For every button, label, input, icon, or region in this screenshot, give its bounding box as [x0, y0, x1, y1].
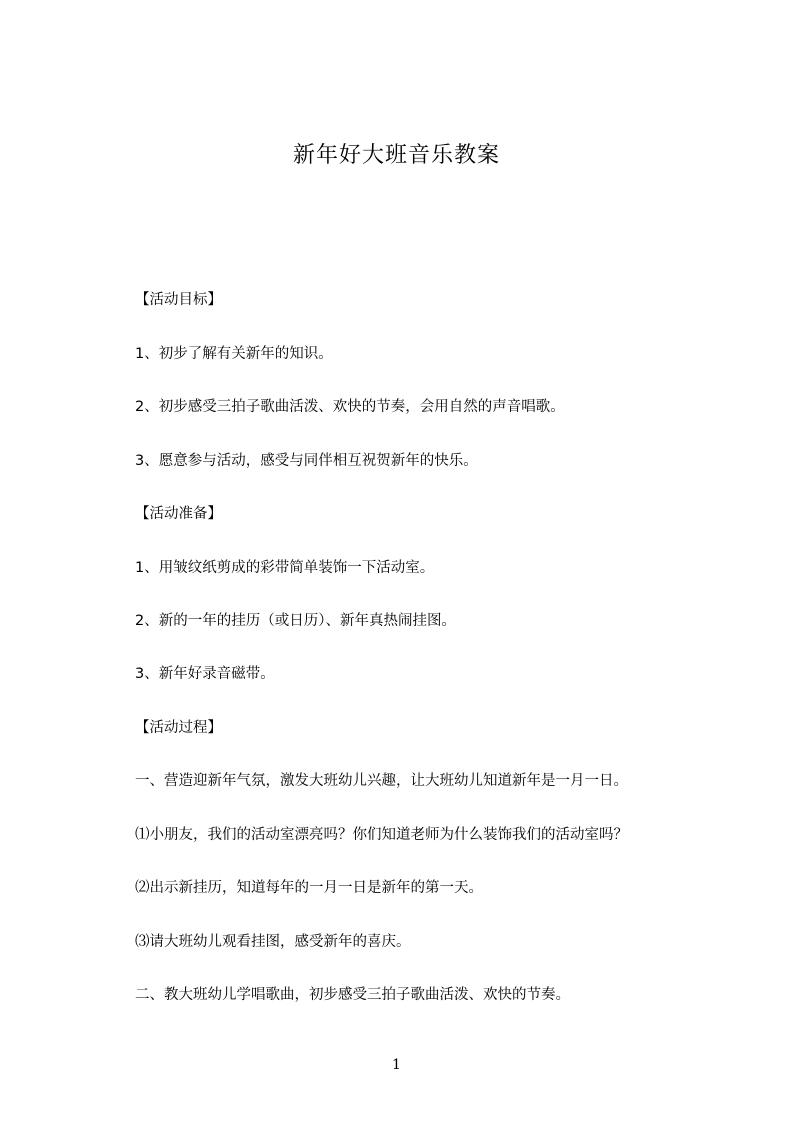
goal-item-2: 2、初步感受三拍子歌曲活泼、欢快的节奏，会用自然的声音唱歌。	[135, 399, 565, 415]
preparation-item-3: 3、新年好录音磁带。	[135, 666, 275, 682]
process-substep-3: ⑶请大班幼儿观看挂图，感受新年的喜庆。	[135, 934, 411, 950]
goal-item-3: 3、愿意参与活动，感受与同伴相互祝贺新年的快乐。	[135, 453, 478, 469]
process-substep-1: ⑴小朋友，我们的活动室漂亮吗？你们知道老师为什么装饰我们的活动室吗？	[135, 827, 628, 843]
preparation-item-2: 2、新的一年的挂历（或日历）、新年真热闹挂图。	[135, 613, 456, 629]
process-step-2: 二、教大班幼儿学唱歌曲，初步感受三拍子歌曲活泼、欢快的节奏。	[135, 987, 570, 1003]
goal-item-1: 1、初步了解有关新年的知识。	[135, 346, 333, 362]
document-title: 新年好大班音乐教案	[292, 143, 500, 168]
page-number: 1	[392, 1057, 401, 1073]
process-substep-2: ⑵出示新挂历，知道每年的一月一日是新年的第一天。	[135, 880, 483, 896]
section-heading-preparation: 【活动准备】	[135, 506, 222, 522]
preparation-item-1: 1、用皱纹纸剪成的彩带简单装饰一下活动室。	[135, 560, 435, 576]
process-step-1: 一、营造迎新年气氛，激发大班幼儿兴趣，让大班幼儿知道新年是一月一日。	[135, 773, 628, 789]
section-heading-goals: 【活动目标】	[135, 292, 222, 308]
section-heading-process: 【活动过程】	[135, 720, 222, 736]
